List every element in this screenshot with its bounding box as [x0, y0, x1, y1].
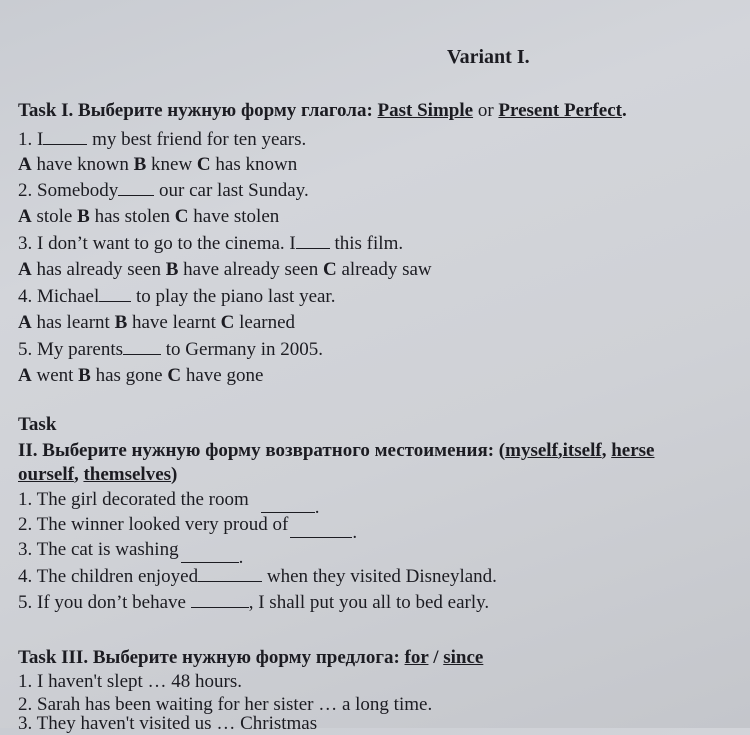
task1-answers-4: A has learnt B have learnt C learned: [18, 312, 296, 333]
task3-heading: Task III. Выберите нужную форму предлога: for / since: [18, 647, 484, 668]
task2-question-5: 5. If you don’t behave , I shall put you all to bed early.: [18, 592, 490, 613]
task2-label: Task: [18, 414, 57, 435]
answer-blank: [261, 498, 315, 513]
task1-answers-2: A stole B has stolen C have stolen: [18, 206, 280, 227]
task2-question-3: 3. The cat is washing .: [18, 539, 244, 568]
answer-blank: [118, 181, 154, 196]
task1-answers-1: A have known B knew C has known: [18, 154, 298, 175]
answer-blank: [296, 234, 330, 249]
task2-question-2: 2. The winner looked very proud of .: [18, 514, 358, 543]
task3-question-2: 2. Sarah has been waiting for her sister … a long time.: [18, 694, 433, 715]
answer-blank: [290, 523, 352, 538]
task1-question-1: 1. I my best friend for ten years.: [18, 129, 307, 150]
answer-blank: [181, 548, 239, 563]
task2-heading: II. Выберите нужную форму возвратного местоимения: (myself,itself, herse: [18, 440, 655, 461]
answer-blank: [198, 567, 262, 582]
task2-heading-cont: ourself, themselves): [18, 464, 178, 485]
task1-answers-5: A went B has gone C have gone: [18, 365, 264, 386]
variant-title: Variant I.: [447, 46, 530, 68]
task1-question-2: 2. Somebody our car last Sunday.: [18, 180, 309, 201]
task1-question-5: 5. My parents to Germany in 2005.: [18, 339, 324, 360]
task1-question-4: 4. Michael to play the piano last year.: [18, 286, 336, 307]
task3-question-1: 1. I haven't slept … 48 hours.: [18, 671, 243, 692]
answer-blank: [191, 593, 249, 608]
present-perfect-option: Present Perfect: [498, 100, 622, 121]
answer-blank: [123, 340, 161, 355]
task2-question-1: 1. The girl decorated the room .: [18, 489, 320, 518]
task1-answers-3: A has already seen B have already seen C already saw: [18, 259, 432, 280]
task3-question-3: 3. They haven't visited us … Christmas: [18, 713, 318, 734]
answer-blank: [99, 287, 131, 302]
answer-blank: [43, 130, 87, 145]
task1-heading: Task I. Выберите нужную форму глагола: Past Simple or Present Perfect.: [18, 100, 627, 121]
past-simple-option: Past Simple: [377, 100, 474, 121]
task1-question-3: 3. I don’t want to go to the cinema. I this film.: [18, 233, 404, 254]
task2-question-4: 4. The children enjoyed when they visited Disneyland.: [18, 566, 497, 587]
